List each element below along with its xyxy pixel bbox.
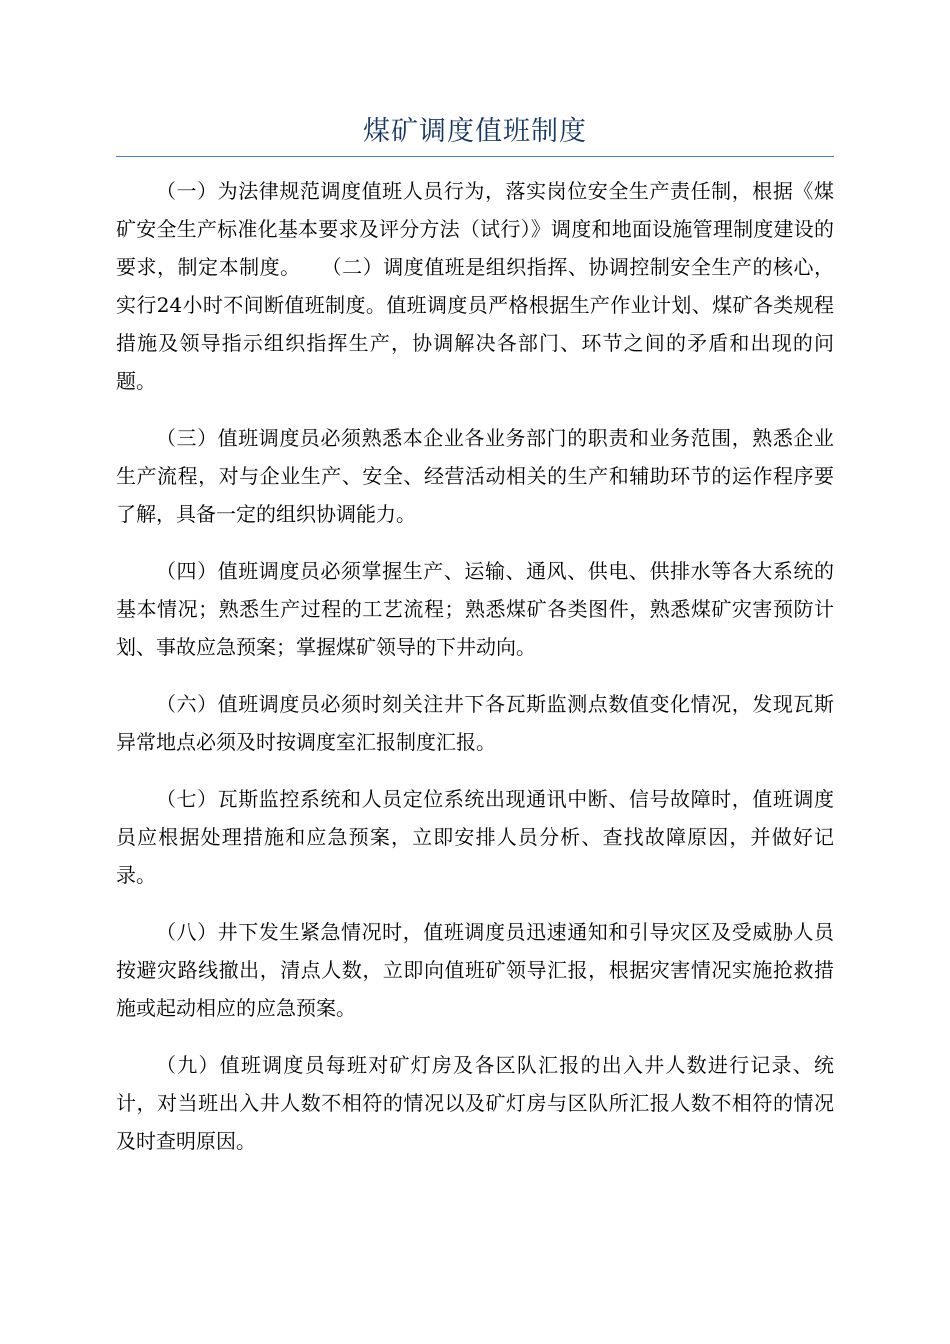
paragraph-3: （三）值班调度员必须熟悉本企业各业务部门的职责和业务范围，熟悉企业生产流程，对与企业生产、安全、经营活动相关的生产和辅助环节的运作程序要了解，具备一定的组织协调能力。 — [116, 426, 834, 526]
paragraph-9: （九）值班调度员每班对矿灯房及各区队汇报的出入井人数进行记录、统计，对当班出入井人数不相符的情况以及矿灯房与区队所汇报人数不相符的情况及时查明原因。 — [116, 1053, 834, 1153]
paragraph-6: （六）值班调度员必须时刻关注井下各瓦斯监测点数值变化情况，发现瓦斯异常地点必须及时按调度室汇报制度汇报。 — [116, 692, 834, 754]
paragraph-7: （七）瓦斯监控系统和人员定位系统出现通讯中断、信号故障时，值班调度员应根据处理措施和应急预案，立即安排人员分析、查找故障原因，并做好记录。 — [116, 787, 834, 887]
paragraph-1: （一）为法律规范调度值班人员行为，落实岗位安全生产责任制，根据《煤矿安全生产标准化基本要求及评分方法（试行）》调度和地面设施管理制度建设的要求，制定本制度。 （二）调度值班是组织指挥、协调控制安全生产的核心，实行24小时不间断值班制度。值班调度员严格根据生产作业计划、煤矿各类规程措施及领导指示组织指挥生产，协调解决各部门、环节之间的矛盾和出现的问题。 — [116, 179, 834, 393]
paragraph-8: （八）井下发生紧急情况时，值班调度员迅速通知和引导灾区及受威胁人员按避灾路线撤出，清点人数，立即向值班矿领导汇报，根据灾害情况实施抢救措施或起动相应的应急预案。 — [116, 920, 834, 1020]
paragraph-4: （四）值班调度员必须掌握生产、运输、通风、供电、供排水等各大系统的基本情况；熟悉生产过程的工艺流程；熟悉煤矿各类图件，熟悉煤矿灾害预防计划、事故应急预案；掌握煤矿领导的下井动向。 — [116, 559, 834, 659]
document-body — [116, 172, 834, 1179]
page-title: 煤矿调度值班制度 — [363, 116, 587, 147]
title-block — [116, 112, 834, 157]
